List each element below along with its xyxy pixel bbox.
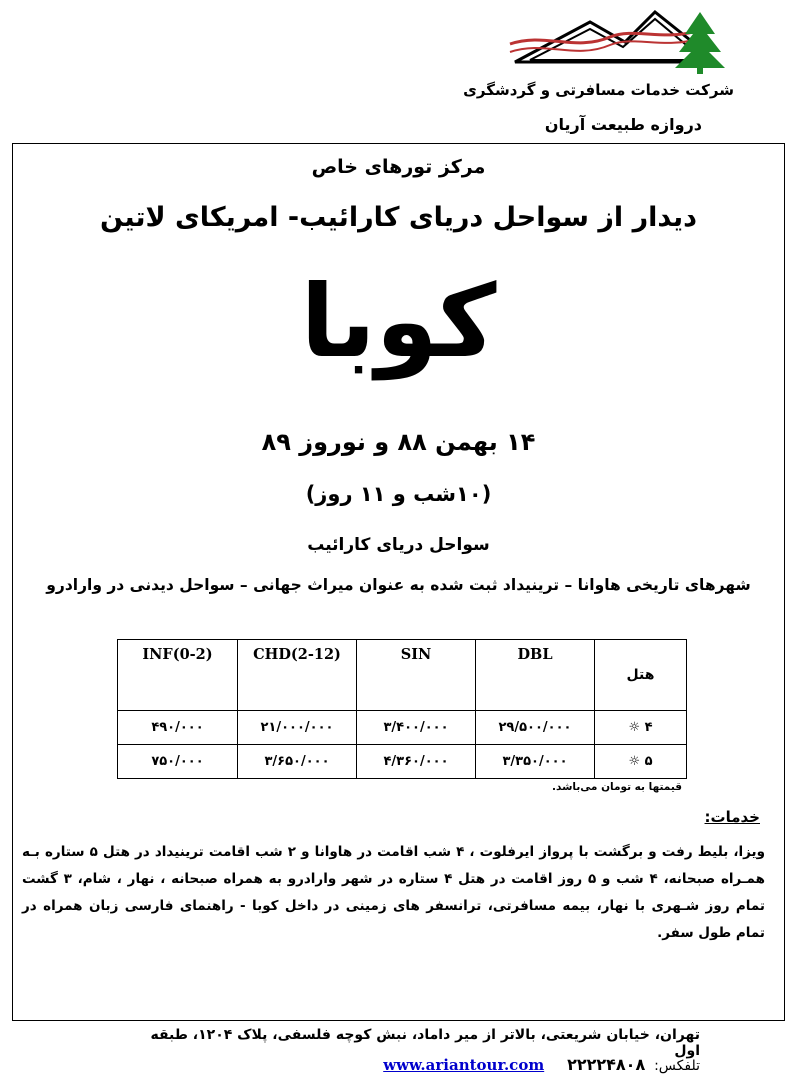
cell-inf: ۴۹۰/۰۰۰ <box>118 711 238 745</box>
website-link[interactable]: www.ariantour.com <box>383 1056 545 1074</box>
cell-sin: ۴/۳۶۰/۰۰۰ <box>357 745 476 779</box>
services-title: خدمات: <box>704 808 760 826</box>
col-header-chd: CHD(2-12) <box>238 640 357 711</box>
services-text: ویزا، بلیط رفت و برگشت با پرواز ایرفلوت ، ۴ شب اقامت در هاوانا و ۲ شب اقامت ترینیداد در هتل ۵ ستاره بـه همـراه صبحانه، ۴ شب و ۵ روز اقامت در هتل ۴ ستاره در شهر وارادرو به همراه صبحانه ، نهار ، شام، ۳ گشت تمام روز شـهری با نهار، بیمه مسافرتی، ترانسفر های زمینی در داخل کوبا - راهنمای فارسی زبان همراه در تمام طول سفر. <box>22 844 765 941</box>
cell-hotel: ۴ ☼ <box>595 711 687 745</box>
center-title: مرکز تورهای خاص <box>311 156 486 178</box>
cell-dbl: ۳/۳۵۰/۰۰۰ <box>476 745 595 779</box>
company-name: شرکت خدمات مسافرتی و گردشگری <box>463 81 734 99</box>
cell-sin: ۳/۴۰۰/۰۰۰ <box>357 711 476 745</box>
mountain-logo-icon <box>510 12 705 62</box>
tour-region: سواحل دریای کارائیب <box>307 535 490 555</box>
footer-contact <box>240 1055 700 1074</box>
cell-chd: ۲۱/۰۰۰/۰۰۰ <box>238 711 357 745</box>
tour-subtitle: دیدار از سواحل دریای کارائیب- امریکای لاتین <box>100 202 697 233</box>
cell-inf: ۷۵۰/۰۰۰ <box>118 745 238 779</box>
destination-title: کوبا <box>300 263 497 380</box>
col-header-sin: SIN <box>357 640 476 711</box>
fax-label: تلفکس: <box>654 1058 700 1074</box>
tour-highlights: شهرهای تاریخی هاوانا – ترینیداد ثبت شده به عنوان میراث جهانی – سواحل دیدنی در وارادرو <box>46 576 751 594</box>
tour-duration: (۱۰شب و ۱۱ روز) <box>305 482 492 506</box>
company-logo <box>505 2 735 77</box>
table-row <box>118 745 687 779</box>
table-row <box>118 711 687 745</box>
tour-dates: ۱۴ بهمن ۸۸ و نوروز ۸۹ <box>261 428 536 456</box>
cell-hotel: ۵ ☼ <box>595 745 687 779</box>
cell-dbl: ۲۹/۵۰۰/۰۰۰ <box>476 711 595 745</box>
price-note: قیمتها به تومان می‌باشد. <box>552 781 682 793</box>
brand-name: دروازه طبیعت آریان <box>544 115 702 134</box>
col-header-dbl: DBL <box>476 640 595 711</box>
col-header-hotel: هتل <box>595 640 687 711</box>
table-header-row <box>118 640 687 711</box>
footer-address: تهران، خیابان شریعتی، بالاتر از میر داماد، نبش کوچه فلسفی، پلاک ۱۲۰۴، طبقه اول <box>150 1027 700 1059</box>
col-header-inf: INF(0-2) <box>118 640 238 711</box>
cell-chd: ۳/۶۵۰/۰۰۰ <box>238 745 357 779</box>
fax-number: ۲۲۲۲۴۸۰۸ <box>567 1055 646 1074</box>
price-table <box>117 639 687 779</box>
